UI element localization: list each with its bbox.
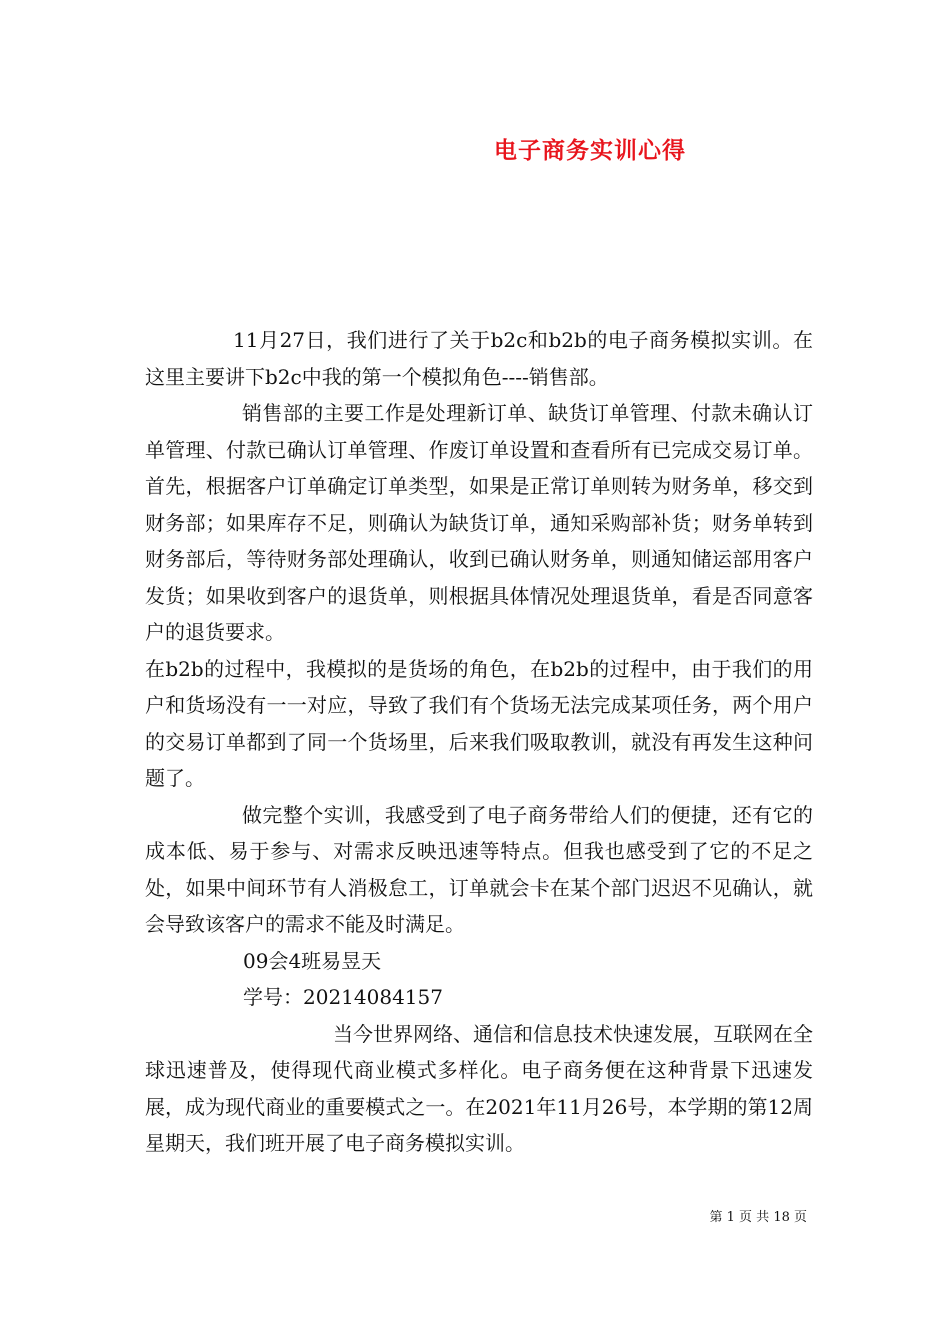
paragraph-background: 当今世界网络、通信和信息技术快速发展，互联网在全球迅速普及，使得现代商业模式多样化。电子商务便在这种背景下迅速发展，成为现代商业的重要模式之一。在2021年11月26号，本学期的第12周星期天，我们班开展了电子商务模拟实训。 — [145, 1021, 813, 1155]
paragraph-reflection: 做完整个实训，我感受到了电子商务带给人们的便捷，还有它的成本低、易于参与、对需求反映迅速等特点。但我也感受到了它的不足之处，如果中间环节有人消极怠工，订单就会卡在某个部门迟迟不见确认，就会导致该客户的需求不能及时满足。 — [145, 802, 813, 936]
student-id: 学号：20214084157 — [243, 985, 443, 1009]
document-title: 电子商务实训心得 — [494, 137, 686, 164]
paragraph-sales-department: 销售部的主要工作是处理新订单、缺货订单管理、付款未确认订单管理、付款已确认订单管理、作废订单设置和查看所有已完成交易订单。首先，根据客户订单确定订单类型，如果是正常订单则转为财务单，移交到财务部；如果库存不足，则确认为缺货订单，通知采购部补货；财务单转到财务部后，等待财务部处理确认，收到已确认财务单，则通知储运部用客户发货；如果收到客户的退货单，则根据具体情况处理退货单，看是否同意客户的退货要求。 — [145, 401, 813, 644]
paragraph-intro: 11月27日，我们进行了关于b2c和b2b的电子商务模拟实训。在这里主要讲下b2c中我的第一个模拟角色----销售部。 — [145, 328, 813, 389]
paragraph-b2b: 在b2b的过程中，我模拟的是货场的角色，在b2b的过程中，由于我们的用户和货场没有一一对应，导致了我们有个货场无法完成某项任务，两个用户的交易订单都到了同一个货场里，后来我们吸取教训，就没有再发生这种问题了。 — [145, 656, 813, 790]
document-body — [145, 322, 813, 1162]
page-number-footer: 第 1 页 共 18 页 — [709, 1210, 807, 1225]
author-class-name: 09会4班易昱天 — [243, 948, 382, 973]
